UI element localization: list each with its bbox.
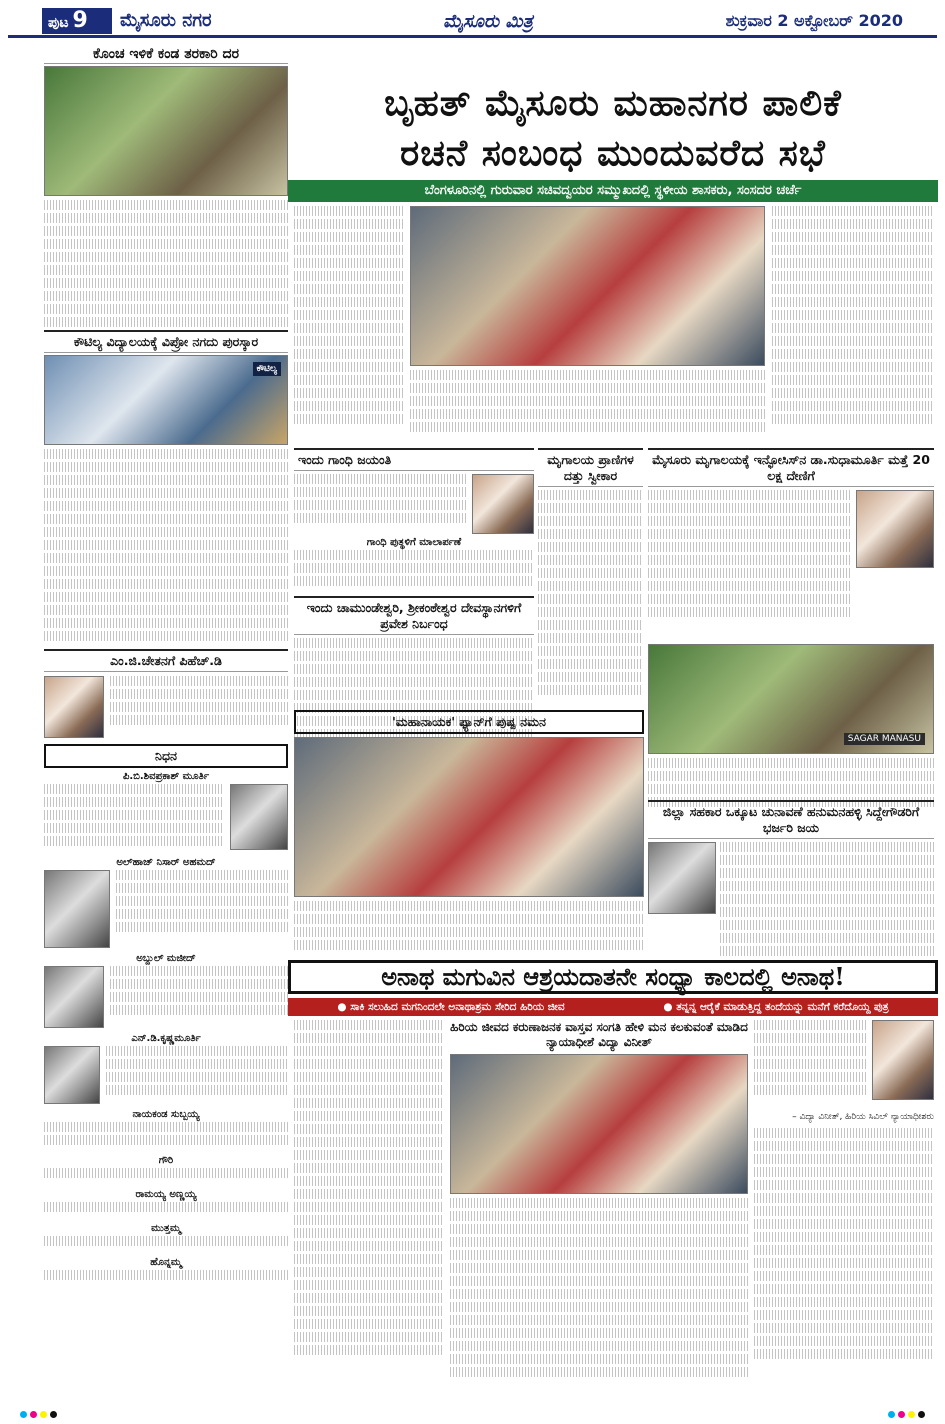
gandhi-title: ಇಂದು ಗಾಂಧಿ ಜಯಂತಿ xyxy=(294,448,534,471)
obit-name-5: ನಾಯಕಂಡ ಸುಬ್ಬಯ್ಯ xyxy=(132,1109,200,1120)
obit-name-8: ಮುತ್ತಮ್ಮ xyxy=(151,1223,181,1234)
obit-body-2 xyxy=(116,870,288,950)
obit-body-6 xyxy=(44,1168,288,1186)
feature-photo xyxy=(450,1054,748,1194)
feature-tag-2: ● ತನ್ನನ್ನ ಆರೈಕೆ ಮಾಡುತ್ತಿದ್ದ ತಂದೆಯನ್ನು ಮನೆಗೆ ಕರೆದೊಯ್ದ ಪುತ್ರ xyxy=(663,1001,889,1013)
page-tag xyxy=(42,8,112,34)
obituary-title: ನಿಧನ xyxy=(44,744,288,768)
veg-price-body xyxy=(44,200,288,330)
gandhi-subtitle: ಗಾಂಧಿ ಪುತ್ಥಳಿಗೆ ಮಾಲಾರ್ಪಣೆ xyxy=(366,537,462,548)
sudha-murty-portrait xyxy=(856,490,934,568)
lead-body-under-photo xyxy=(410,370,765,442)
kautilya-logo: ಕೌಟಿಲ್ಯ xyxy=(253,362,281,376)
lead-headline-line1: ಬೃಹತ್ ಮೈಸೂರು ಮಹಾನಗರ ಪಾಲಿಕೆ xyxy=(384,82,842,124)
obit-portrait-1 xyxy=(230,784,288,850)
color-registration-marks-left xyxy=(20,1411,57,1418)
feature-tags xyxy=(288,998,938,1016)
section-name: ಮೈಸೂರು ನಗರ xyxy=(120,10,212,31)
obit-name-6: ಗೌರಿ xyxy=(158,1155,174,1166)
award-body xyxy=(44,449,288,649)
obit-name-3: ಅಬ್ದುಲ್ ಮಜೀದ್ xyxy=(136,953,196,964)
gandhi-story xyxy=(294,448,534,748)
issue-date: ಶುಕ್ರವಾರ 2 ಅಕ್ಟೋಬರ್ 2020 xyxy=(725,11,903,30)
bank-election-story xyxy=(648,800,934,972)
zoo-photo-sign: SAGAR MANASU xyxy=(844,733,925,745)
veg-price-title: ಕೊಂಚ ಇಳಿಕೆ ಕಂಡ ತರಕಾರಿ ದರ xyxy=(44,44,288,64)
phd-portrait xyxy=(44,676,104,738)
obit-portrait-2 xyxy=(44,870,110,948)
lead-body-col3 xyxy=(772,206,934,442)
obit-body-8 xyxy=(44,1236,288,1254)
feature-quote xyxy=(754,1020,934,1378)
mahanayaka-title: 'ಮಹಾನಾಯಕ' ಫ್ಯಾನ್‌ಗೆ ಪುಷ್ಪ ನಮನ xyxy=(294,710,644,734)
infosys-story xyxy=(648,448,934,818)
obit-name-4: ಎನ್.ಡಿ.ಕೃಷ್ಣಮೂರ್ತಿ xyxy=(131,1033,201,1044)
mahanayaka-photo xyxy=(294,737,644,897)
lead-subhead: ಬೆಂಗಳೂರಿನಲ್ಲಿ ಗುರುವಾರ ಸಚಿವದ್ವಯರ ಸಮ್ಮುಖದಲ್ಲಿ ಸ್ಥಳೀಯ ಶಾಸಕರು, ಸಂಸದರ ಚರ್ಚೆ xyxy=(288,180,938,202)
obit-name-2: ಅಲ್‌ಹಾಜ್ ನಿಸಾರ್ ಅಹಮದ್ xyxy=(116,857,216,868)
feature-main xyxy=(450,1020,748,1388)
obit-name-7: ರಾಮಯ್ಯ ಅಣ್ಣಯ್ಯ xyxy=(135,1189,197,1200)
paper-name: ಮೈಸೂರು ಮಿತ್ರ xyxy=(443,11,533,32)
obit-portrait-4 xyxy=(44,1046,100,1104)
obit-body-3 xyxy=(110,966,288,1030)
feature-kicker: ಹಿರಿಯ ಜೀವದ ಕರುಣಾಜನಕ ವಾಸ್ತವ ಸಂಗತಿ ಹೇಳಿ ಮನ ಕಲಕುವಂತೆ ಮಾಡಿದ ನ್ಯಾಯಾಧೀಶೆ ವಿದ್ಯಾ ವಿನೀತ್ xyxy=(450,1020,748,1049)
award-title: ಕೌಟಿಲ್ಯ ವಿದ್ಯಾಲಯಕ್ಕೆ ವಿಪ್ರೋ ನಗದು ಪುರಸ್ಕಾರ xyxy=(44,330,288,353)
phd-body xyxy=(110,676,288,738)
page-label: ಪುಟ xyxy=(48,15,69,31)
obit-entry-4 xyxy=(44,1046,288,1106)
obit-entry-3 xyxy=(44,966,288,1030)
quote-signature: – ವಿದ್ಯಾ ವಿನೀತ್, ಹಿರಿಯ ಸಿವಿಲ್ ನ್ಯಾಯಾಧೀಶರು xyxy=(792,1112,934,1122)
award-photo xyxy=(44,355,288,445)
phd-title: ಎಂ.ಜಿ.ಚೇತನಗೆ ಪಿಹೆಚ್.ಡಿ xyxy=(44,649,288,672)
meeting-photo xyxy=(410,206,765,366)
obit-body-7 xyxy=(44,1202,288,1220)
gandhi-portrait xyxy=(472,474,534,534)
mahanayaka-story xyxy=(294,710,644,961)
page-number: 9 xyxy=(72,8,88,33)
zoo-adoption-story xyxy=(538,448,643,718)
phd-story xyxy=(44,676,288,738)
masthead xyxy=(8,8,937,38)
lead-headline-line2: ರಚನೆ ಸಂಬಂಧ ಮುಂದುವರೆದ ಸಭೆ xyxy=(400,132,826,174)
zoo-elephant-photo xyxy=(648,644,934,754)
feature-tag-1: ● ಸಾಕಿ ಸಲುಹಿದ ಮಗನಿಂದಲೇ ಅನಾಥಾಶ್ರಮ ಸೇರಿದ ಹಿರಿಯ ಜೀವ xyxy=(337,1001,565,1013)
zoo-adoption-title: ಮೃಗಾಲಯ ಪ್ರಾಣಿಗಳ ದತ್ತು ಸ್ವೀಕಾರ xyxy=(538,448,643,487)
temple-title: ಇಂದು ಚಾಮುಂಡೇಶ್ವರಿ, ಶ್ರೀಕಂಠೇಶ್ವರ ದೇವಸ್ಥಾನಗಳಿಗೆ ಪ್ರವೇಶ ನಿರ್ಬಂಧ xyxy=(294,596,534,635)
obit-body-5 xyxy=(44,1122,288,1152)
feature-col1 xyxy=(294,1020,444,1390)
obit-name-1: ಪಿ.ಬಿ.ಶಿವಪ್ರಕಾಶ್ ಮೂರ್ತಿ xyxy=(122,771,210,782)
lead-body-col1 xyxy=(294,206,404,446)
obit-body-1 xyxy=(44,784,224,854)
veg-market-photo xyxy=(44,66,288,196)
obit-name-9: ಹೊನ್ನಮ್ಮ xyxy=(150,1257,182,1268)
bank-election-title: ಜಿಲ್ಲಾ ಸಹಕಾರ ಒಕ್ಕೂಟ ಚುನಾವಣೆ ಹನುಮನಹಳ್ಳಿ ಸಿದ್ದೇಗೌಡರಿಗೆ ಭರ್ಜರಿ ಜಯ xyxy=(648,800,934,839)
obit-body-4 xyxy=(106,1046,288,1106)
feature-headline: ಅನಾಥ ಮಗುವಿನ ಆಶ್ರಯದಾತನೇ ಸಂಧ್ಯಾ ಕಾಲದಲ್ಲಿ ಅನಾಥ! xyxy=(288,960,938,994)
color-registration-marks-right xyxy=(888,1411,925,1418)
left-column xyxy=(44,44,288,1288)
obit-portrait-3 xyxy=(44,966,104,1028)
lead-headline xyxy=(288,78,938,178)
infosys-title: ಮೈಸೂರು ಮೃಗಾಲಯಕ್ಕೆ ಇನ್ಫೋಸಿಸ್‌ನ ಡಾ.ಸುಧಾಮೂರ್ತಿ ಮತ್ತೆ 20 ಲಕ್ಷ ದೇಣಿಗೆ xyxy=(648,448,934,487)
siddegowda-portrait xyxy=(648,842,716,914)
obit-entry-1 xyxy=(44,784,288,854)
judge-portrait xyxy=(872,1020,934,1100)
obit-body-9 xyxy=(44,1270,288,1288)
obit-entry-2 xyxy=(44,870,288,950)
